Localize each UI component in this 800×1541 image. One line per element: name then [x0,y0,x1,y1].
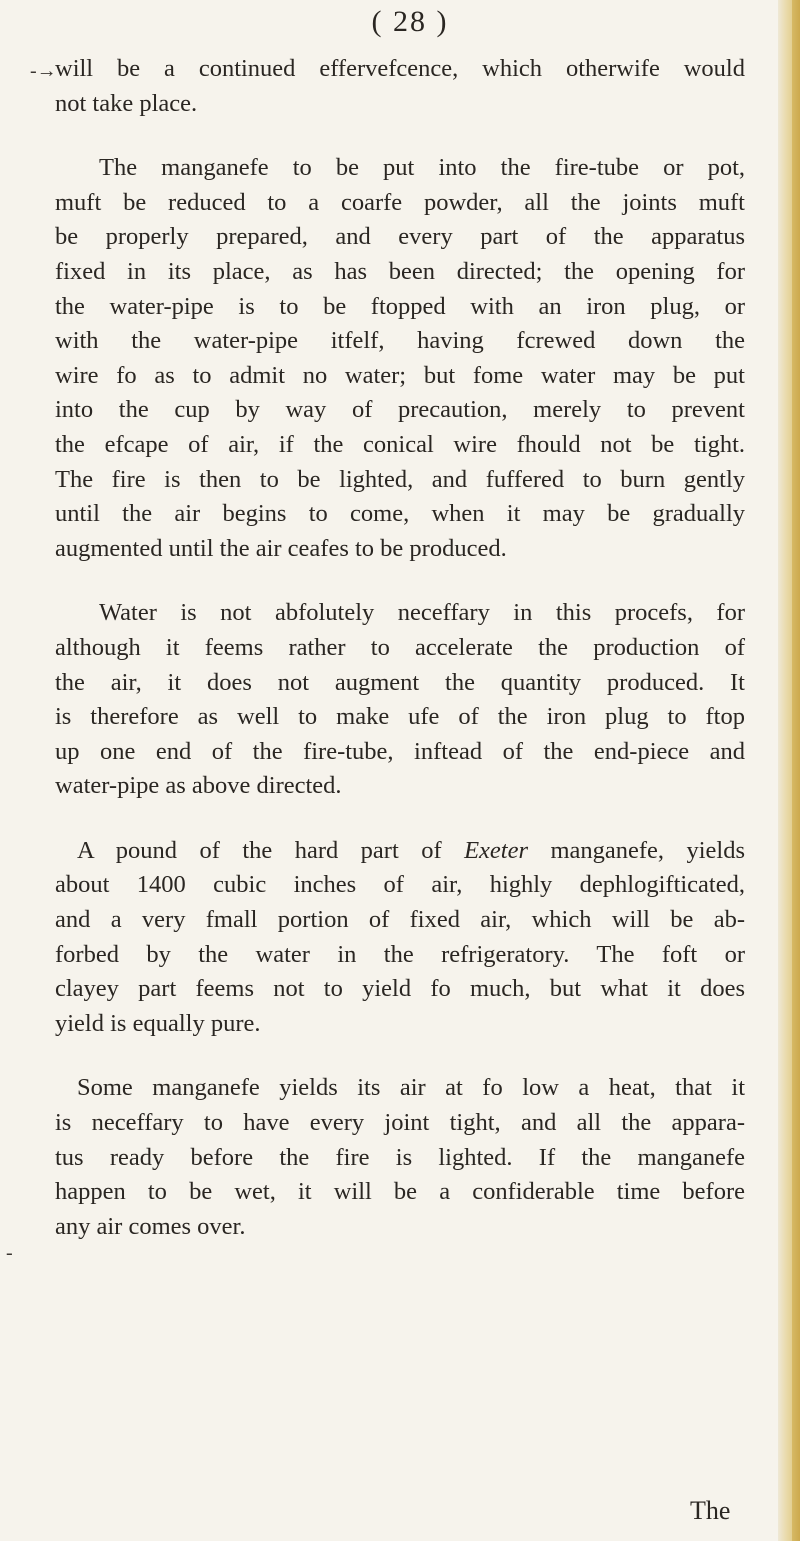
body-text [55,52,745,1244]
paragraph-5 [55,1071,745,1244]
text-line: Water is not abfolutely neceffary in this procefs, for [99,599,745,627]
page-edge-shadow [792,0,800,1541]
text-line: muft be reduced to a coarfe powder, all the joints muft [55,188,745,216]
text-line: with the water-pipe itfelf, having fcrewed down the [55,327,745,355]
text-line: The manganefe to be put into the fire-tube or pot, [99,154,745,182]
text-line: The fire is then to be lighted, and fuffered to burn gently [55,465,745,493]
text-line: the water-pipe is to be ftopped with an iron plug, or [55,292,745,320]
text-line: about 1400 cubic inches of air, highly dephlogifticated, [55,871,745,899]
catchword: The [690,1496,731,1525]
page-number: ( 28 ) [371,5,449,38]
text-line: fixed in its place, as has been directed; the opening for [55,257,745,285]
paragraph-3 [55,596,745,804]
paragraph-1 [55,52,745,121]
text-line: forbed by the water in the refrigeratory. The foft or [55,940,745,968]
paragraph-2 [55,151,745,566]
margin-dash: - [6,1242,13,1264]
text-line: not take place. [55,89,198,117]
text-line: be properly prepared, and every part of the apparatus [55,223,745,251]
text-line: any air comes over. [55,1212,246,1240]
text-line: wire fo as to admit no water; but fome water may be put [55,361,745,389]
text-line: into the cup by way of precaution, merely to prevent [55,396,745,424]
text-line: will be a continued effervefcence, which otherwife would [55,55,745,82]
text-line: and a very fmall portion of fixed air, which will be ab- [55,906,745,934]
text-line: yield is equally pure. [55,1009,261,1037]
margin-mark: -→ [30,60,57,82]
text-line: tus ready before the fire is lighted. If the manganefe [55,1143,745,1171]
paragraph-4 [55,834,745,1042]
text-line: is neceffary to have every joint tight, and all the appara- [55,1109,745,1137]
text-line: the efcape of air, if the conical wire fhould not be tight. [55,430,745,458]
text-line: happen to be wet, it will be a confiderable time before [55,1178,745,1206]
text-line: augmented until the air ceafes to be produced. [55,534,507,562]
text-line: although it feems rather to accelerate the production of [55,633,745,661]
text-line: is therefore as well to make ufe of the iron plug to ftop [55,703,745,731]
text-line: water-pipe as above directed. [55,772,342,800]
text-line: the air, it does not augment the quantity produced. It [55,668,745,696]
text-line: A pound of the hard part of Exeter manganefe, yields [77,836,745,864]
text-line: clayey part feems not to yield fo much, but what it does [55,975,745,1003]
text-line: Some manganefe yields its air at fo low a heat, that it [77,1074,745,1102]
place-name: Exeter [464,836,528,864]
text-line: up one end of the fire-tube, inftead of the end-piece and [55,737,745,765]
text-line: until the air begins to come, when it may be gradually [55,500,745,528]
